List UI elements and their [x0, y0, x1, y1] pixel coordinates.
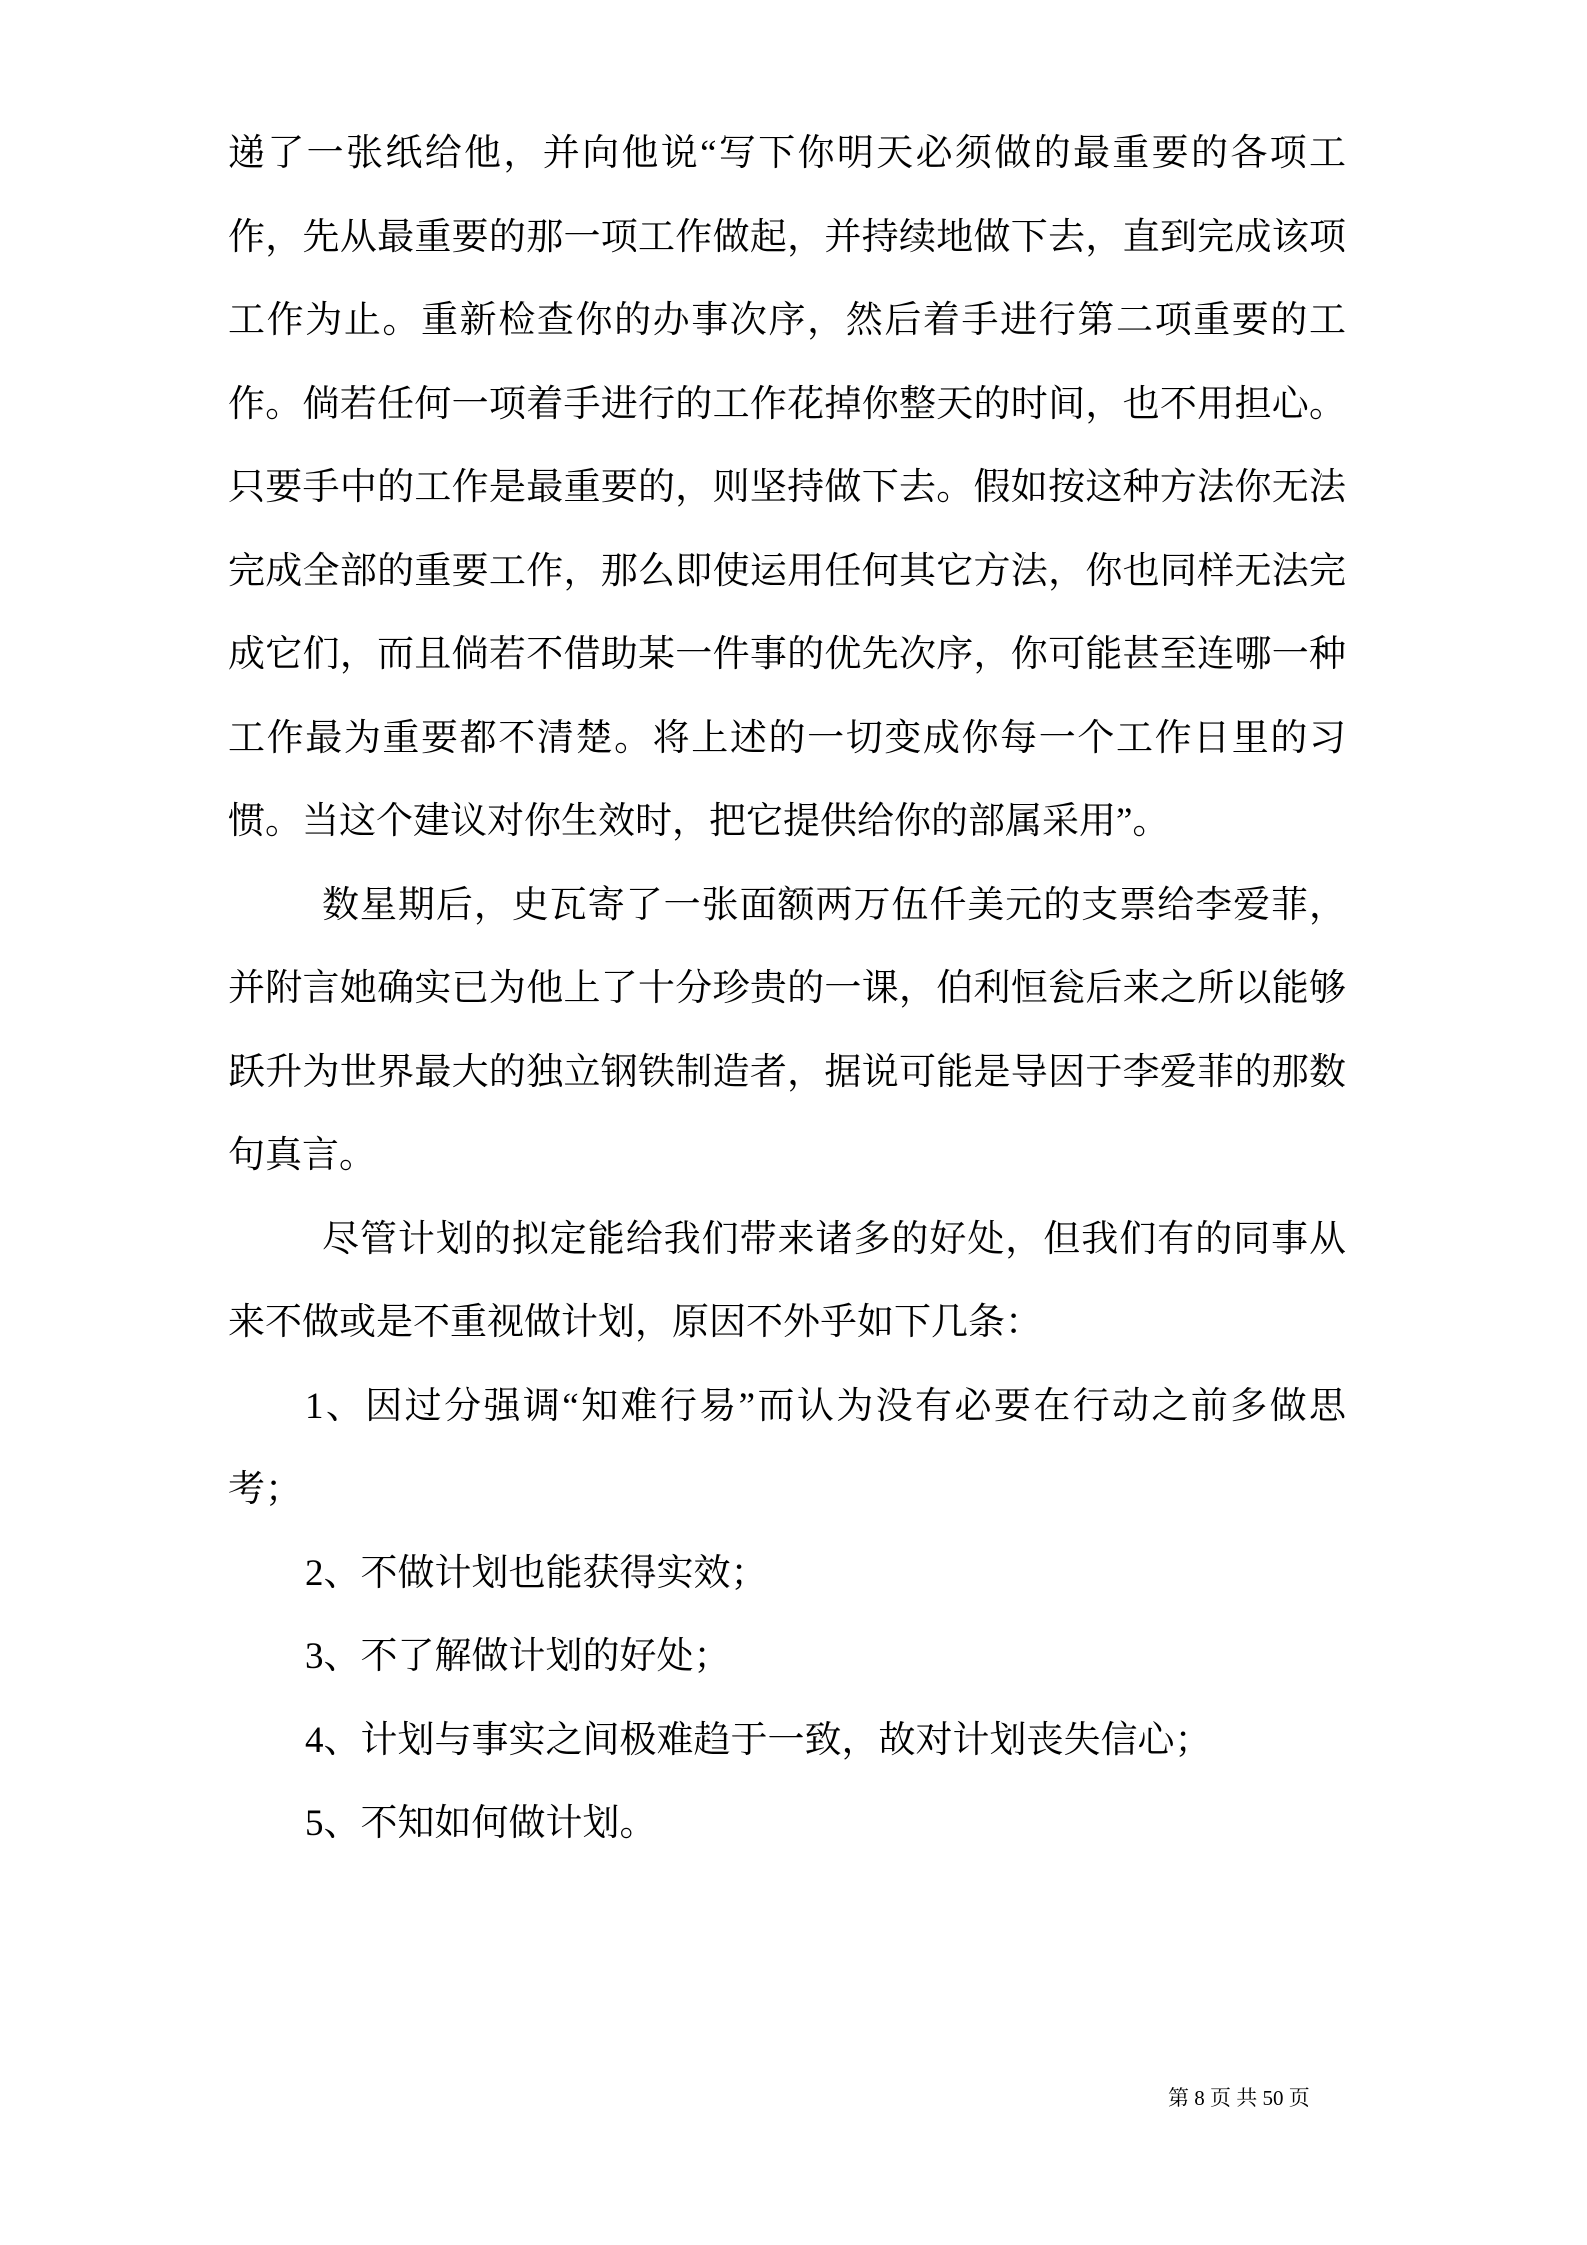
paragraph-cheque-story: 数星期后，史瓦寄了一张面额两万伍仟美元的支票给李爱菲，并附言她确实已为他上了十分珍贵的一课，伯利恒瓮后来之所以能够跃升为世界最大的独立钢铁制造者，据说可能是导因于李爱菲的那数句真言。 — [228, 884, 1346, 1176]
paragraph-planning-reasons-intro: 尽管计划的拟定能给我们带来诸多的好处，但我们有的同事从来不做或是不重视做计划，原因不外乎如下几条： — [228, 1218, 1346, 1343]
page-number-footer: 第 8 页 共 50 页 — [1168, 2086, 1310, 2110]
list-item-5: 5、不知如何做计划。 — [305, 1803, 657, 1844]
body-text — [228, 112, 1346, 1866]
list-item-3: 3、不了解做计划的好处； — [305, 1636, 731, 1677]
list-item-2: 2、不做计划也能获得实效； — [305, 1552, 768, 1594]
list-item-4: 4、计划与事实之间极难趋于一致，故对计划丧失信心； — [305, 1719, 1212, 1761]
paragraph-continuation: 递了一张纸给他，并向他说“写下你明天必须做的最重要的各项工作，先从最重要的那一项工作做起，并持续地做下去，直到完成该项工作为止。重新检查你的办事次序，然后着手进行第二项重要的工作。倘若任何一项着手进行的工作花掉你整天的时间，也不用担心。只要手中的工作是最重要的，则坚持做下去。假如按这种方法你无法完成全部的重要工作，那么即使运用任何其它方法，你也同样无法完成它们，而且倘若不借助某一件事的优先次序，你可能甚至连哪一种工作最为重要都不清楚。将上述的一切变成你每一个工作日里的习惯。当这个建议对你生效时，把它提供给你的部属采用”。 — [228, 133, 1346, 842]
list-item-1: 1、因过分强调“知难行易”而认为没有必要在行动之前多做思考； — [228, 1385, 1346, 1510]
